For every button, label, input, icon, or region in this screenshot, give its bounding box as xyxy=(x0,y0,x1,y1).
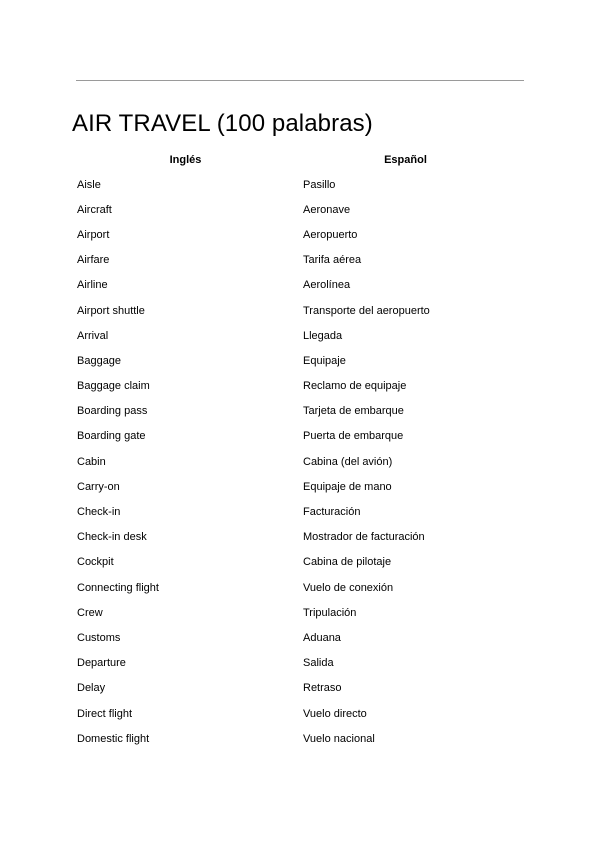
page-title: AIR TRAVEL (100 palabras) xyxy=(72,110,373,137)
table-row xyxy=(72,197,512,222)
table-row xyxy=(72,222,512,247)
table-row xyxy=(72,348,512,373)
table-row xyxy=(72,323,512,348)
spanish-term: Tarjeta de embarque xyxy=(303,405,404,418)
english-term: Customs xyxy=(77,631,121,644)
table-row xyxy=(72,525,512,550)
spanish-term: Equipaje de mano xyxy=(303,480,392,493)
spanish-term: Vuelo de conexión xyxy=(303,581,394,594)
english-term: Crew xyxy=(77,606,103,619)
spanish-term: Pasillo xyxy=(303,178,336,191)
table-row xyxy=(72,399,512,424)
spanish-term: Cabina de pilotaje xyxy=(303,556,392,569)
spanish-term: Vuelo nacional xyxy=(303,732,375,745)
spanish-term: Mostrador de facturación xyxy=(303,531,425,544)
english-term: Airport xyxy=(77,228,110,241)
vocabulary-table xyxy=(72,147,512,751)
english-term: Arrival xyxy=(77,329,109,342)
table-row xyxy=(72,424,512,449)
english-term: Delay xyxy=(77,682,106,695)
spanish-term: Puerta de embarque xyxy=(303,430,404,443)
spanish-term: Retraso xyxy=(303,682,342,695)
spanish-term: Aeronave xyxy=(303,203,351,216)
top-divider xyxy=(76,80,524,81)
table-row xyxy=(72,575,512,600)
table-row xyxy=(72,625,512,650)
table-row xyxy=(72,248,512,273)
spanish-term: Cabina (del avión) xyxy=(303,455,393,468)
english-term: Carry-on xyxy=(77,480,120,493)
table-row xyxy=(72,273,512,298)
vocabulary-rows xyxy=(72,172,512,751)
english-term: Aisle xyxy=(77,178,101,191)
table-row xyxy=(72,726,512,751)
english-term: Boarding gate xyxy=(77,430,146,443)
english-term: Baggage xyxy=(77,354,122,367)
english-term: Airfare xyxy=(77,254,110,267)
english-term: Airport shuttle xyxy=(77,304,145,317)
table-row xyxy=(72,449,512,474)
table-row xyxy=(72,600,512,625)
english-term: Check-in xyxy=(77,506,121,519)
spanish-term: Tarifa aérea xyxy=(303,254,362,267)
english-term: Direct flight xyxy=(77,707,133,720)
english-term: Connecting flight xyxy=(77,581,159,594)
spanish-term: Aerolínea xyxy=(303,279,351,292)
spanish-term: Aduana xyxy=(303,631,341,644)
table-row xyxy=(72,374,512,399)
english-term: Boarding pass xyxy=(77,405,148,418)
table-row xyxy=(72,550,512,575)
table-header-row xyxy=(72,147,512,172)
table-row xyxy=(72,499,512,524)
table-row xyxy=(72,651,512,676)
spanish-term: Equipaje xyxy=(303,354,346,367)
table-row xyxy=(72,474,512,499)
spanish-term: Salida xyxy=(303,657,334,670)
english-term: Airline xyxy=(77,279,108,292)
english-term: Domestic flight xyxy=(77,732,150,745)
table-row xyxy=(72,701,512,726)
spanish-term: Reclamo de equipaje xyxy=(303,380,407,393)
column-header-spanish: Español xyxy=(384,153,427,166)
table-row xyxy=(72,676,512,701)
english-term: Aircraft xyxy=(77,203,112,216)
spanish-term: Aeropuerto xyxy=(303,228,358,241)
spanish-term: Vuelo directo xyxy=(303,707,367,720)
table-row xyxy=(72,172,512,197)
table-row xyxy=(72,298,512,323)
column-header-english: Inglés xyxy=(169,153,202,166)
english-term: Departure xyxy=(77,657,126,670)
english-term: Check-in desk xyxy=(77,531,147,544)
english-term: Cabin xyxy=(77,455,106,468)
spanish-term: Facturación xyxy=(303,506,361,519)
spanish-term: Transporte del aeropuerto xyxy=(303,304,430,317)
english-term: Cockpit xyxy=(77,556,114,569)
spanish-term: Tripulación xyxy=(303,606,357,619)
english-term: Baggage claim xyxy=(77,380,150,393)
spanish-term: Llegada xyxy=(303,329,343,342)
